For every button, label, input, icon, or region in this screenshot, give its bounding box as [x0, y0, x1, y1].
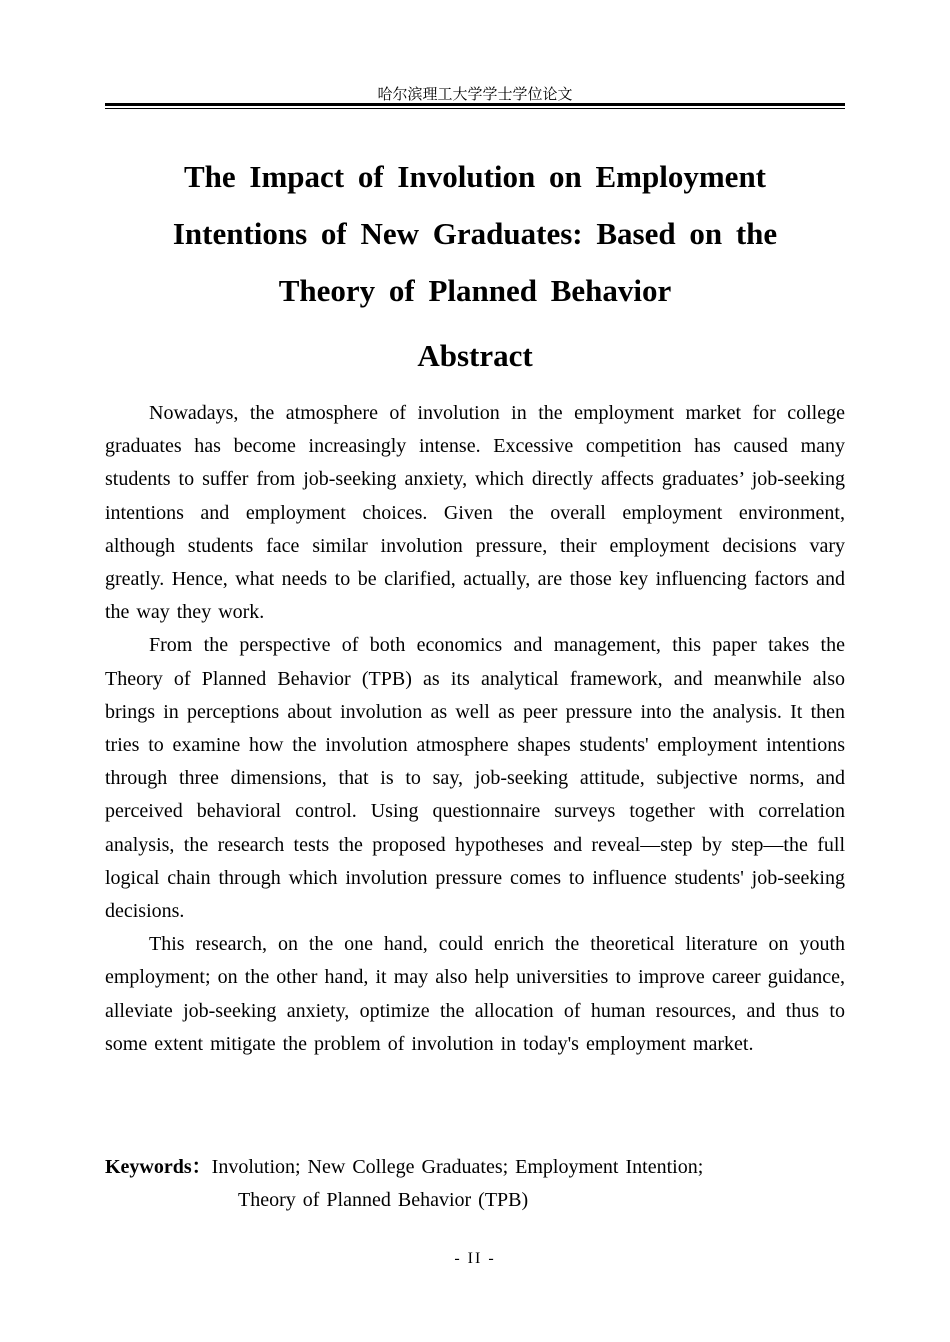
- keywords-label: Keywords：: [105, 1156, 212, 1178]
- abstract-body: [105, 397, 845, 1061]
- keywords-list-1: Involution; New College Graduates; Employment Intention;: [211, 1156, 704, 1178]
- abstract-paragraph-1: Nowadays, the atmosphere of involution in the employment market for college graduates has become increasingly intense. Excessive competition has caused many students to suffer from job-seeking anxiety, which directly affects graduates’ job-seeking intentions and employment choices. Given the overall employment environment, although students face similar involution pressure, their employment decisions vary greatly. Hence, what needs to be clarified, actually, are those key influencing factors and the way they work.: [105, 402, 845, 624]
- keywords-block: [105, 1151, 845, 1217]
- page-number: - II -: [454, 1250, 496, 1267]
- keywords-line-2: Theory of Planned Behavior (TPB): [238, 1189, 529, 1211]
- title-line-3: Theory of Planned Behavior: [278, 273, 672, 308]
- title-line-1: The Impact of Involution on Employment: [183, 159, 767, 194]
- abstract-heading: Abstract: [417, 338, 533, 373]
- abstract-paragraph-2: From the perspective of both economics and management, this paper takes the Theory of Planned Behavior (TPB) as its analytical framework, and meanwhile also brings in perceptions about involution as well as peer pressure into the analysis. It then tries to examine how the involution atmosphere shapes students' employment intentions through three dimensions, that is to say, job-seeking attitude, subjective norms, and perceived behavioral control. Using questionnaire surveys together with correlation analysis, the research tests the proposed hypotheses and reveal—step by step—the full logical chain through which involution pressure comes to influence students' job-seeking decisions.: [105, 634, 845, 923]
- thesis-title: [105, 148, 845, 319]
- title-line-2: Intentions of New Graduates: Based on the: [172, 216, 778, 251]
- running-header: 哈尔滨理工大学学士学位论文: [377, 85, 573, 103]
- header-double-rule: [105, 103, 845, 109]
- abstract-paragraph-3: This research, on the one hand, could enrich the theoretical literature on youth employment; on the other hand, it may also help universities to improve career guidance, alleviate job-seeking anxiety, optimize the allocation of human resources, and thus to some extent mitigate the problem of involution in today's employment market.: [105, 933, 845, 1055]
- keywords-line-1: [105, 1151, 845, 1184]
